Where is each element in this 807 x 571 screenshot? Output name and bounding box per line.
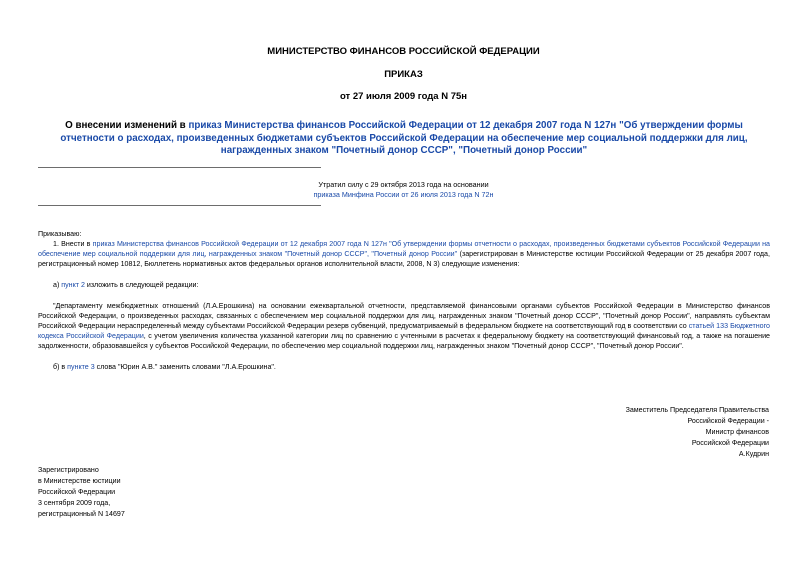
signature-block — [569, 405, 769, 460]
item-b — [38, 362, 770, 372]
title-order-link[interactable]: приказ Министерства финансов Российской Федерации от 12 декабря 2007 года N 127н "Об утверждении формы отчетности о расходах, произведенных бюджетами субъектов Российской Федерации на обеспечение мер социальной поддержки для лиц, награжденных знаком "Почетный донор СССР", "Почетный донор России" — [60, 120, 748, 156]
signature-line-1: Заместитель Председателя Правительства — [625, 406, 769, 414]
signature-line-4: Российской Федерации — [691, 439, 769, 447]
registration-block — [38, 465, 238, 520]
registration-line-1: Зарегистрировано — [38, 466, 99, 474]
quoted-text-part-2: , с учетом увеличения количества указанной категории лиц по сравнению с учтенными в расчетах к федеральному бюджету на соответствующий финансовый год, а также на погашение задолженности, образовавшейся у субъектов Российской Федерации, по обеспечению мер социальной поддержки лиц, награжденных знаком "Почетный донор СССР", "Почетный донор России". — [38, 332, 770, 350]
item-a — [38, 280, 770, 290]
registration-number: регистрационный N 14697 — [38, 510, 125, 518]
item-b-prefix: б) в — [53, 363, 68, 371]
budget-code-link[interactable]: статьей 133 Бюджетного кодекса Российской Федерации — [38, 322, 770, 340]
document-type: ПРИКАЗ — [384, 69, 423, 80]
signature-line-2: Российской Федерации - — [687, 417, 769, 425]
separator-bottom — [38, 205, 321, 206]
signature-name: А.Кудрин — [738, 450, 769, 458]
paragraph-1-order-link[interactable]: приказ Министерства финансов Российской Федерации от 12 декабря 2007 года N 127н "Об утверждении формы отчетности о расходах, произведенных бюджетами субъектов Российской Федерации на обеспечение мер социальной поддержки для лиц, награжденных знаком "Почетный донор СССР", "Почетный донор России" — [38, 240, 770, 258]
lost-force-text: Утратил силу с 29 октября 2013 года на основании — [318, 180, 489, 189]
lost-force-line — [0, 190, 807, 200]
title-prefix: О внесении изменений в — [65, 120, 189, 131]
item-a-prefix: а) — [53, 281, 62, 289]
lost-force-link[interactable]: приказа Минфина России от 26 июля 2013 года N 72н — [313, 190, 494, 199]
ministry-name: МИНИСТЕРСТВО ФИНАНСОВ РОССИЙСКОЙ ФЕДЕРАЦИИ — [267, 46, 540, 57]
registration-line-2: в Министерстве юстиции — [38, 477, 121, 485]
registration-line-3: Российской Федерации — [38, 488, 116, 496]
document-title — [38, 120, 770, 158]
order-intro: Приказываю: — [38, 230, 82, 238]
registration-date: 3 сентября 2009 года, — [38, 499, 111, 507]
quoted-text — [38, 301, 770, 351]
item-b-link[interactable]: пункте 3 — [67, 363, 95, 371]
item-a-suffix: изложить в следующей редакции: — [84, 281, 199, 289]
paragraph-1-prefix: 1. Внести в — [53, 240, 93, 248]
separator-top — [38, 167, 321, 168]
signature-line-3: Министр финансов — [705, 428, 769, 436]
document-date-number: от 27 июля 2009 года N 75н — [339, 91, 468, 102]
item-b-suffix: слова "Юрин А.В." заменить словами "Л.А.Ерошкина". — [94, 363, 276, 371]
quoted-text-part-1: "Департаменту межбюджетных отношений (Л.А.Ерошкина) на основании ежеквартальной отчетности, представляемой финансовыми органами субъектов Российской Федерации в Министерство финансов Российской Федерации, о произведенных расходах, связанных с обеспечением мер социальной поддержки для лиц, награжденных знаком "Почетный донор СССР", "Почетный донор России", направлять субъектам Российской Федерации нераспределенный между субъектами Российской Федерации резерв субвенций, предусматриваемый в федеральном бюджете на соответствующий год в соответствии со — [38, 302, 770, 330]
paragraph-1 — [38, 239, 770, 269]
item-a-link[interactable]: пункт 2 — [61, 281, 85, 289]
paragraph-1-suffix: (зарегистрирован в Министерстве юстиции Российской Федерации от 25 декабря 2007 года, регистрационный номер 10812, Бюллетень нормативных актов федеральных органов исполнительной власти, 2008, N 3) следующие изменения: — [38, 250, 770, 268]
